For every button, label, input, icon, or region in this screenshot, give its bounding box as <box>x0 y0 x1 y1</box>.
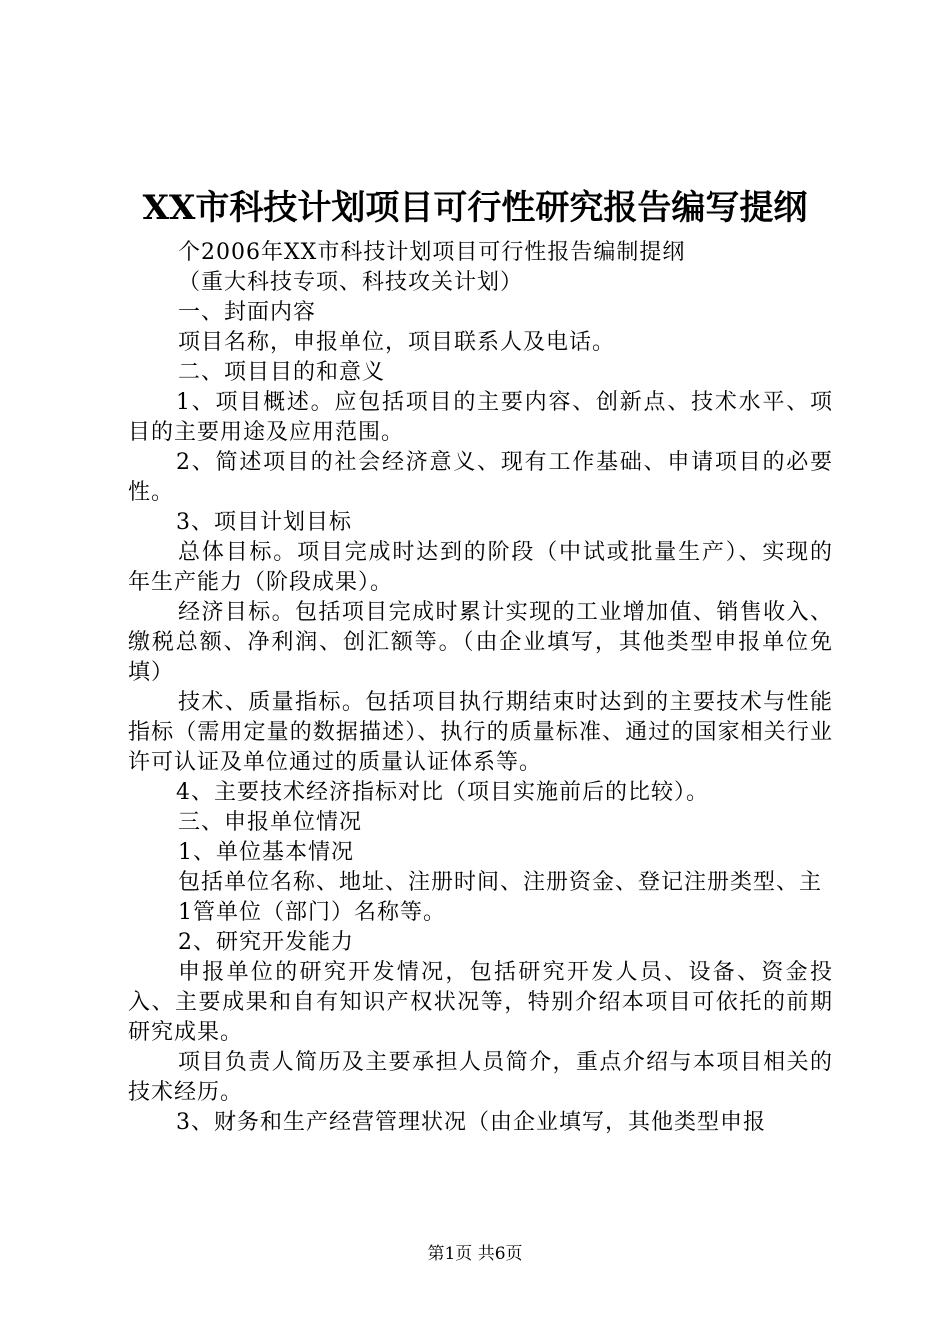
document-body <box>128 238 833 1138</box>
paragraph: 1管单位（部门）名称等。 <box>178 900 446 925</box>
paragraph-subtitle: 个2006年XX市科技计划项目可行性报告编制提纲 <box>178 240 686 265</box>
paragraph: 3、财务和生产经营管理状况（由企业填写，其他类型申报 <box>176 1110 766 1135</box>
heading-subsection: 2、研究开发能力 <box>178 930 354 955</box>
paragraph: 1、项目概述。应包括项目的主要内容、创新点、技术水平、项目的主要用途及应用范围。 <box>128 390 833 445</box>
paragraph: 项目名称，申报单位，项目联系人及电话。 <box>178 330 616 355</box>
paragraph: 包括单位名称、地址、注册时间、注册资金、登记注册类型、主 <box>178 870 823 895</box>
paragraph: 项目负责人简历及主要承担人员简介，重点介绍与本项目相关的技术经历。 <box>128 1050 833 1105</box>
paragraph-scope: （重大科技专项、科技攻关计划） <box>178 270 524 295</box>
heading-section-1: 一、封面内容 <box>178 300 317 325</box>
heading-section-3: 三、申报单位情况 <box>178 810 363 835</box>
heading-subsection: 1、单位基本情况 <box>178 840 354 865</box>
heading-section-2: 二、项目目的和意义 <box>178 360 386 385</box>
page-footer: 第1页 共6页 <box>427 1244 523 1264</box>
paragraph: 技术、质量指标。包括项目执行期结束时达到的主要技术与性能指标（需用定量的数据描述）、执行的质量标准、通过的国家相关行业许可认证及单位通过的质量认证体系等。 <box>128 690 833 775</box>
paragraph: 4、主要技术经济指标对比（项目实施前后的比较）。 <box>176 780 709 805</box>
paragraph: 经济目标。包括项目完成时累计实现的工业增加值、销售收入、缴税总额、净利润、创汇额等。（由企业填写，其他类型申报单位免填） <box>128 600 833 685</box>
paragraph: 总体目标。项目完成时达到的阶段（中试或批量生产）、实现的年生产能力（阶段成果）。 <box>128 540 833 595</box>
paragraph: 申报单位的研究开发情况，包括研究开发人员、设备、资金投入、主要成果和自有知识产权状况等，特别介绍本项目可依托的前期研究成果。 <box>128 960 833 1045</box>
heading-subsection: 3、项目计划目标 <box>176 510 352 535</box>
paragraph: 2、简述项目的社会经济意义、现有工作基础、申请项目的必要性。 <box>128 450 833 505</box>
document-title: XX市科技计划项目可行性研究报告编写提纲 <box>142 188 808 228</box>
